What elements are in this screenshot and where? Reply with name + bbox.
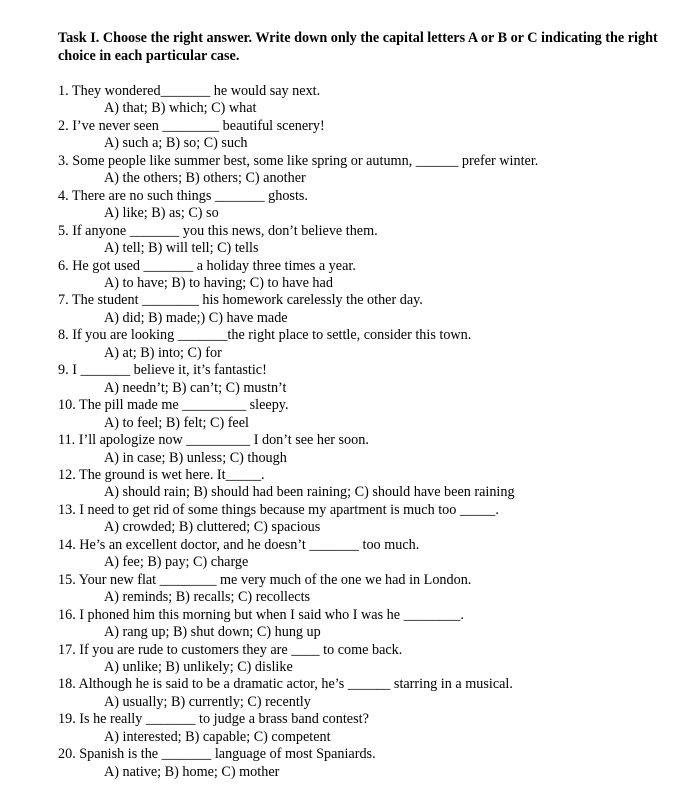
question-item — [58, 502, 668, 537]
answer-options: A) usually; B) currently; C) recently — [104, 693, 311, 710]
question-text: 19. Is he really _______ to judge a brass band contest? — [58, 711, 369, 728]
question-list — [58, 83, 668, 781]
question-text: 11. I’ll apologize now _________ I don’t see her soon. — [58, 432, 369, 449]
question-item — [58, 118, 668, 153]
question-item — [58, 188, 668, 223]
answer-options: A) the others; B) others; C) another — [104, 170, 306, 187]
question-item — [58, 153, 668, 188]
answer-options: A) fee; B) pay; C) charge — [104, 554, 249, 571]
question-text: 17. If you are rude to customers they are ____ to come back. — [58, 641, 403, 658]
question-text: 18. Although he is said to be a dramatic actor, he’s ______ starring in a musical. — [58, 676, 513, 693]
question-item — [58, 642, 668, 677]
answer-options: A) did; B) made;) C) have made — [104, 309, 288, 326]
question-text: 6. He got used _______ a holiday three times a year. — [58, 257, 356, 274]
answer-options: A) at; B) into; C) for — [104, 344, 222, 361]
question-item — [58, 537, 668, 572]
question-item — [58, 572, 668, 607]
answer-options: A) needn’t; B) can’t; C) mustn’t — [104, 379, 287, 396]
question-item — [58, 83, 668, 118]
answer-options: A) like; B) as; C) so — [104, 205, 219, 222]
question-item — [58, 676, 668, 711]
answer-options: A) to feel; B) felt; C) feel — [104, 414, 249, 431]
question-item — [58, 362, 668, 397]
question-text: 9. I _______ believe it, it’s fantastic! — [58, 362, 267, 379]
question-item — [58, 432, 668, 467]
answer-options: A) such a; B) so; C) such — [104, 135, 248, 152]
answer-options: A) reminds; B) recalls; C) recollects — [104, 589, 311, 606]
question-item — [58, 746, 668, 781]
question-text: 1. They wondered_______ he would say next. — [58, 83, 321, 99]
answer-options: A) native; B) home; C) mother — [104, 763, 280, 780]
answer-options: A) rang up; B) shut down; C) hung up — [104, 624, 321, 641]
question-text: 5. If anyone _______ you this news, don’t believe them. — [58, 222, 378, 239]
answer-options: A) in case; B) unless; C) though — [104, 449, 287, 466]
question-text: 20. Spanish is the _______ language of most Spaniards. — [58, 746, 376, 763]
question-item — [58, 327, 668, 362]
question-text: 13. I need to get rid of some things because my apartment is much too _____. — [58, 501, 499, 518]
question-text: 12. The ground is wet here. It_____. — [58, 466, 265, 483]
answer-options: A) crowded; B) cluttered; C) spacious — [104, 519, 321, 536]
question-item — [58, 223, 668, 258]
document-page — [58, 30, 668, 781]
answer-options: A) interested; B) capable; C) competent — [104, 728, 331, 745]
answer-options: A) that; B) which; C) what — [104, 100, 257, 117]
question-text: 7. The student ________ his homework carelessly the other day. — [58, 292, 423, 309]
task-title: Task I. Choose the right answer. Write down only the capital letters A or B or C indicating the right choice in each particular case. — [58, 30, 658, 64]
question-text: 2. I’ve never seen ________ beautiful scenery! — [58, 117, 325, 134]
question-text: 3. Some people like summer best, some like spring or autumn, ______ prefer winter. — [58, 152, 539, 169]
question-text: 16. I phoned him this morning but when I said who I was he ________. — [58, 606, 464, 623]
question-text: 15. Your new flat ________ me very much of the one we had in London. — [58, 571, 472, 588]
answer-options: A) tell; B) will tell; C) tells — [104, 240, 259, 257]
question-text: 8. If you are looking _______the right place to settle, consider this town. — [58, 327, 472, 344]
question-text: 14. He’s an excellent doctor, and he doesn’t _______ too much. — [58, 536, 420, 553]
question-item — [58, 258, 668, 293]
question-item — [58, 397, 668, 432]
question-text: 10. The pill made me _________ sleepy. — [58, 397, 289, 414]
question-text: 4. There are no such things _______ ghosts. — [58, 187, 308, 204]
answer-options: A) to have; B) to having; C) to have had — [104, 274, 333, 291]
question-item — [58, 711, 668, 746]
answer-options: A) unlike; B) unlikely; C) dislike — [104, 658, 293, 675]
answer-options: A) should rain; B) should had been raining; C) should have been raining — [104, 484, 515, 501]
question-item — [58, 467, 668, 502]
question-item — [58, 607, 668, 642]
question-item — [58, 292, 668, 327]
